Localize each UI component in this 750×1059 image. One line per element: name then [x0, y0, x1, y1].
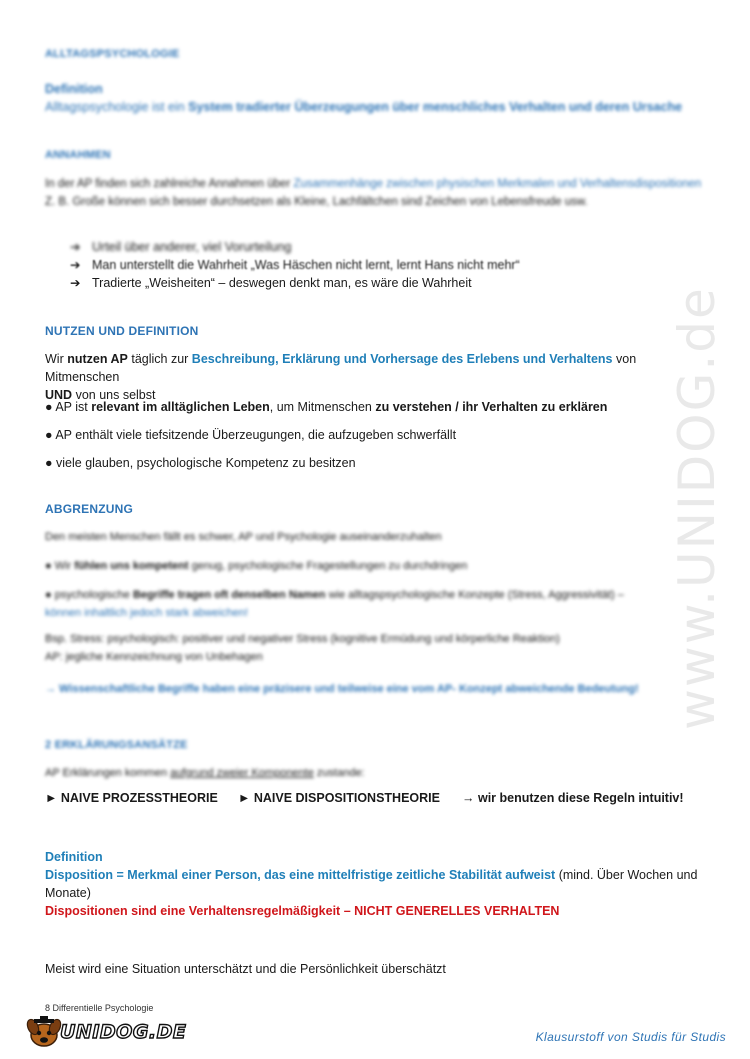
logo-text: UNIDOG.DE — [60, 1021, 187, 1043]
abgrenzung-l2-a: ● Wir — [45, 560, 75, 572]
abgrenzung-conclusion: → Wissenschaftliche Begriffe haben eine präzisere und teilweise eine vom AP- Konzept abweichende Bedeutung! — [45, 683, 639, 695]
nutzen-bullet-2: ● AP enthält viele tiefsitzende Überzeugungen, die aufzugeben schwerfällt — [45, 428, 457, 442]
nutzen-b1-d: zu verstehen / ihr Verhalten zu erklären — [375, 400, 608, 414]
abgrenzung-l2-c: genug, psychologische Fragestellungen zu durchdringen — [188, 560, 468, 572]
annahmen-text — [45, 175, 710, 211]
nutzen-b1-a: ● AP ist — [45, 400, 92, 414]
definition-label: Definition — [45, 82, 103, 96]
theory-process: ► NAIVE PROZESSTHEORIE — [45, 791, 218, 805]
nutzen-p1-c: täglich zur — [127, 352, 192, 366]
annahmen-line2: Z. B. Große können sich besser durchsetzen als Kleine, Lachfältchen sind Zeichen von Lebensfreude usw. — [45, 196, 588, 208]
erklaerung-intro-b: aufgrund zweier Komponente — [170, 767, 314, 779]
nutzen-b1-c: , um Mitmenschen — [269, 400, 376, 414]
nutzen-p1-e: von Mitmenschen — [45, 352, 637, 384]
nutzen-bullet-3: ● viele glauben, psychologische Kompetenz zu besitzen — [45, 456, 356, 470]
dog-icon — [24, 1015, 64, 1049]
definition-text — [45, 98, 710, 116]
definition2-l1-b: (mind. Über Wochen und — [555, 868, 698, 882]
section-heading-erklaerung: 2 ERKLÄRUNGSANSÄTZE — [45, 739, 188, 751]
abgrenzung-l3-a: ● psychologische — [45, 589, 133, 601]
page-footer-note: 8 Differentielle Psychologie — [45, 1003, 154, 1013]
definition-text-b: System tradierter Überzeugungen über menschliches Verhalten und deren Ursache — [188, 100, 683, 114]
abgrenzung-l3-b: Begriffe tragen oft denselben Namen — [132, 589, 326, 601]
nutzen-p1-a: Wir — [45, 352, 68, 366]
arrow-icon: ➔ — [70, 240, 81, 254]
definition2-label: Definition — [45, 850, 103, 864]
definition2-line3: Dispositionen sind eine Verhaltensregelmäßigkeit – NICHT GENERELLES VERHALTEN — [45, 904, 560, 918]
definition-block — [45, 80, 710, 116]
erklaerung-intro-c: zustande: — [313, 767, 365, 779]
section-heading-nutzen: NUTZEN UND DEFINITION — [45, 324, 199, 338]
abgrenzung-line3-row2: können inhaltlich jedoch stark abweichen! — [45, 607, 249, 619]
erklaerung-intro — [45, 764, 710, 782]
annahmen-bullet-3: Tradierte „Weisheiten“ – deswegen denkt man, es wäre die Wahrheit — [92, 276, 472, 290]
list-item — [70, 256, 710, 274]
abgrenzung-line2 — [45, 557, 710, 575]
closing-sentence: Meist wird eine Situation unterschätzt und die Persönlichkeit überschätzt — [45, 962, 446, 976]
annahmen-bullet-2: Man unterstellt die Wahrheit „Was Häschen nicht lernt, lernt Hans nicht mehr“ — [92, 258, 520, 272]
abgrenzung-line3-row1 — [45, 586, 710, 604]
annahmen-line1-a: In der AP finden sich zahlreiche Annahmen über — [45, 178, 294, 190]
nutzen-p1-b: nutzen AP — [67, 352, 128, 366]
annahmen-line1-b: Zusammenhänge zwischen physischen Merkmalen und Verhaltensdispositionen — [293, 178, 702, 190]
nutzen-bullet-1 — [45, 398, 710, 416]
abgrenzung-example — [45, 630, 710, 666]
list-item — [70, 238, 710, 256]
abgrenzung-line1: Den meisten Menschen fällt es schwer, AP und Psychologie auseinanderzuhalten — [45, 531, 442, 543]
erklaerung-intro-a: AP Erklärungen kommen — [45, 767, 171, 779]
annahmen-bullet-1: Urteil über anderer, viel Vorurteilung — [92, 240, 292, 254]
unidog-logo — [24, 1015, 187, 1049]
abgrenzung-line5: AP: jegliche Kennzeichnung von Unbehagen — [45, 651, 263, 663]
nutzen-p1-d: Beschreibung, Erklärung und Vorhersage des Erlebens und Verhaltens — [191, 352, 613, 366]
list-item — [70, 274, 710, 292]
annahmen-bullets — [70, 238, 710, 292]
section-heading-alltagspsychologie: ALLTAGSPSYCHOLOGIE — [45, 48, 180, 60]
theory-disposition: ► NAIVE DISPOSITIONSTHEORIE — [238, 791, 440, 805]
nutzen-line1 — [45, 350, 710, 386]
abgrenzung-l2-b: fühlen uns kompetent — [74, 560, 189, 572]
section-heading-annahmen: ANNAHMEN — [45, 149, 111, 161]
abgrenzung-line4: Bsp. Stress: psychologisch: positiver und negativer Stress (kognitive Ermüdung und körperliche Reaktion) — [45, 633, 560, 645]
nutzen-p1-g: von uns selbst — [72, 388, 156, 402]
definition2-line2: Monate) — [45, 886, 91, 900]
definition2-line1 — [45, 866, 710, 884]
nutzen-paragraph — [45, 350, 710, 404]
annahmen-line1 — [45, 175, 710, 193]
watermark: www.UNIDOG.de — [668, 286, 726, 730]
arrow-icon: ➔ — [70, 276, 81, 290]
footer-tagline: Klausurstoff von Studis für Studis — [535, 1030, 726, 1044]
nutzen-p1-f: UND — [45, 388, 73, 402]
nutzen-b1-b: relevant im alltäglichen Leben — [91, 400, 270, 414]
arrow-icon: ➔ — [70, 258, 81, 272]
abgrenzung-l3-c: wie alltagspsychologische Konzepte (Stress, Aggressivität) – — [325, 589, 624, 601]
abgrenzung-line3 — [45, 586, 710, 622]
section-heading-abgrenzung: ABGRENZUNG — [45, 502, 133, 516]
definition-text-a: Alltagspsychologie ist ein — [45, 100, 189, 114]
theory-intuitive-note: → wir benutzen diese Regeln intuitiv! — [462, 791, 684, 805]
definition2-l1-a: Disposition = Merkmal einer Person, das eine mittelfristige zeitliche Stabilität aufweist — [45, 868, 556, 882]
definition2-block — [45, 848, 710, 920]
